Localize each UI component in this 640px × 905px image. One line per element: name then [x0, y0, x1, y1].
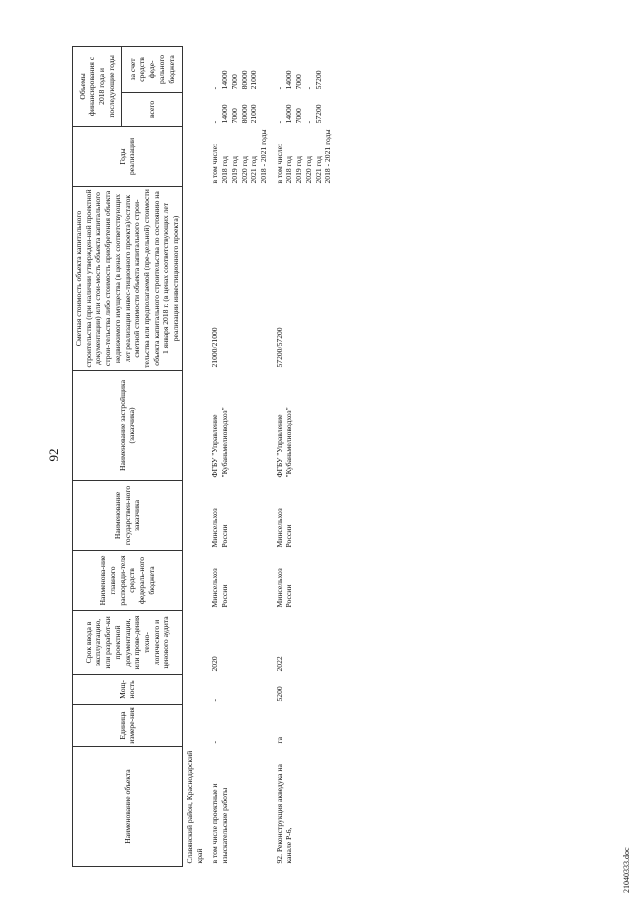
total-item: - — [303, 120, 313, 124]
total-item: 7000 — [229, 108, 239, 124]
grbs-value: Минсельхоз России — [210, 568, 230, 608]
federal-item: 7000 — [294, 74, 304, 90]
cost-value: 21000/21000 — [210, 327, 220, 368]
total-item: 7000 — [294, 108, 304, 124]
term-value: 2020 — [210, 656, 220, 672]
header-capacity: Мощ-ность — [73, 675, 183, 705]
total-item: - — [274, 120, 284, 124]
object-name: Реконструкция акведука на канале Р-6, — [274, 764, 294, 864]
federal-item: 57200 — [313, 70, 323, 90]
rotated-content — [10, 15, 640, 895]
object-name: в том числе проектные и изыскательские работы — [210, 783, 230, 864]
table-row — [206, 46, 270, 866]
federal-item: - — [303, 86, 313, 90]
year-item: 2021 год — [249, 156, 259, 184]
year-item: 2021 год — [313, 156, 323, 184]
year-item: 2018 год — [220, 156, 230, 184]
federal-item: 7000 — [229, 74, 239, 90]
years-list — [271, 126, 335, 186]
header-years: Годы реализации — [73, 126, 183, 186]
customer-value: Минсельхоз России — [210, 508, 230, 548]
customer-value: Минсельхоз России — [274, 508, 294, 548]
total-item: 80000 — [239, 104, 249, 124]
total-list — [206, 92, 270, 126]
object-name-cell — [271, 747, 335, 867]
year-item: 2018 - 2021 годы — [258, 129, 268, 184]
federal-item: 14000 — [220, 70, 230, 90]
region-label: Славянский район, Краснодарский край — [184, 750, 204, 864]
year-item: 2019 год — [229, 156, 239, 184]
year-item: 2020 год — [239, 156, 249, 184]
years-list — [206, 126, 270, 186]
header-developer: Наименование застройщика (заказчика) — [73, 371, 183, 481]
total-item: 14000 — [284, 104, 294, 124]
developer-value: ФГБУ "Управление "Кубаньмелиоводхоз" — [274, 407, 294, 478]
grbs-value: Минсельхоз России — [274, 568, 294, 608]
header-unit: Единица измере-ния — [73, 705, 183, 747]
federal-list — [271, 46, 335, 92]
cost-value: 57200/57200 — [274, 327, 284, 368]
year-item: в том числе: — [274, 143, 284, 184]
header-federal: за счет средств феде-рального бюджета — [122, 46, 183, 92]
developer-value: ФГБУ "Управление "Кубаньмелиоводхоз" — [210, 407, 230, 478]
capacity-value: 5200 — [274, 686, 284, 702]
row-number: 92. — [274, 854, 284, 864]
year-item: 2018 - 2021 годы — [323, 129, 333, 184]
year-item: 2019 год — [294, 156, 304, 184]
document-footer: 21040333.doc — [622, 847, 631, 893]
total-item: 14000 — [220, 104, 230, 124]
header-grbs: Наименова-ние главного распоряди-теля средств федераль-ного бюджета — [73, 551, 183, 611]
page-number: 92 — [46, 448, 61, 462]
table-row — [271, 46, 335, 866]
year-item: 2018 год — [284, 156, 294, 184]
header-term: Срок ввода в эксплуатацию, или разработ-ки проектной документации, или прове-дения техно-логического и ценового аудита — [73, 611, 183, 675]
region-row — [182, 46, 206, 866]
federal-item: 21000 — [249, 70, 259, 90]
header-customer: Наименование государствен-ного заказчика — [73, 481, 183, 551]
federal-item: 80000 — [239, 70, 249, 90]
unit-value: га — [274, 737, 284, 744]
unit-value: - — [210, 740, 220, 744]
header-cost: Сметная стоимость объекта капитального строительства (при наличии утвержден-ной проектной документации) или стои-мость объекта капитального строи-тельства либо стоимость приобретения объекта недвижимого имущества (в ценах соответствующих лет реализации инвес-тиционного проекта)/остаток сметной стоимости объекта капитального строи-тельства или предполагаемой (пре-дельной) стоимости объекта капитального строительства по состоянию на 1 января 2018 г. (в ценах соответствующих лет реализации инвестиционного проекта) — [73, 187, 183, 371]
table-header — [73, 46, 183, 866]
total-item: 21000 — [249, 104, 259, 124]
federal-item: - — [210, 86, 220, 90]
term-value: 2022 — [274, 656, 284, 672]
header-total: всего — [122, 92, 183, 126]
year-item: 2020 год — [303, 156, 313, 184]
header-financing: Объемы финансирования с 2018 года и последующие годы — [73, 46, 122, 126]
federal-item: - — [274, 86, 284, 90]
investment-table — [72, 46, 335, 867]
total-item: - — [210, 120, 220, 124]
federal-list — [206, 46, 270, 92]
federal-item: 14000 — [284, 70, 294, 90]
capacity-value: - — [210, 698, 220, 702]
total-list — [271, 92, 335, 126]
header-name: Наименование объекта — [73, 747, 183, 867]
year-item: в том числе: — [210, 143, 220, 184]
total-item: 57200 — [313, 104, 323, 124]
